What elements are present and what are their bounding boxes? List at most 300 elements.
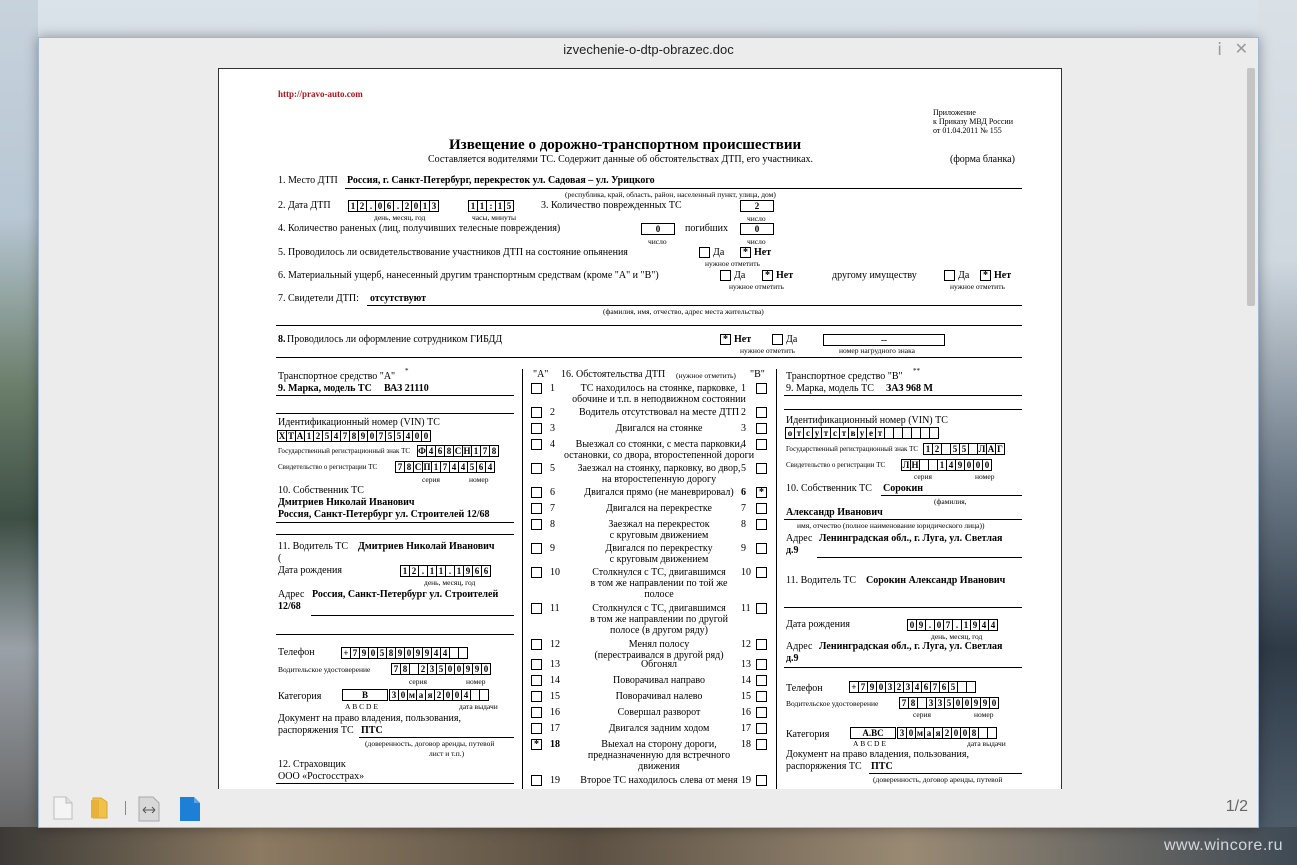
cell: 2 (894, 681, 904, 693)
circumstance-b-checkbox[interactable] (756, 707, 767, 718)
vehicle-a-dob-cells[interactable] (401, 565, 491, 577)
count-hint: число (648, 237, 667, 246)
cell: 7 (943, 619, 953, 631)
cell: Н (463, 446, 471, 456)
field-6-no-checkbox[interactable]: * (762, 270, 773, 281)
cell: 6 (939, 681, 949, 693)
circumstance-a-checkbox[interactable] (531, 543, 542, 554)
cell: 9 (980, 697, 990, 709)
circumstance-text: на второстепенную дорогу (601, 474, 717, 485)
title-bar (39, 38, 1258, 62)
circumstance-a-checkbox[interactable]: * (531, 739, 542, 750)
cell: 0 (960, 727, 970, 739)
watermark: www.wincore.ru (1163, 837, 1283, 854)
circumstance-text: Заезжал на стоянку, парковку, во двор, (577, 463, 741, 474)
circumstance-a-checkbox[interactable] (531, 639, 542, 650)
issue-date-hint: дата выдачи (967, 739, 1006, 748)
file-icon[interactable] (53, 796, 73, 820)
form-subtitle: Составляется водителями ТС. Содержит данные об обстоятельствах ДТП, его участниках. (428, 154, 814, 165)
vehicle-b-dob-cells[interactable] (908, 619, 998, 631)
cell: 1 (471, 445, 481, 457)
ownership-doc-label: Документ на право владения, пользования, (278, 713, 461, 724)
circumstance-number-b: 3 (741, 423, 746, 434)
cell: 0 (411, 200, 421, 212)
field-4-label: 4. Количество раненых (лиц, получивших телесные повреждения) (278, 223, 561, 234)
date-cells[interactable] (349, 200, 439, 212)
circumstance-b-checkbox[interactable] (756, 463, 767, 474)
document-page (218, 68, 1062, 790)
circumstances-title: 16. Обстоятельства ДТП (561, 369, 666, 380)
vehicle-a-vin-cells[interactable] (278, 430, 431, 442)
series-hint: серия (914, 472, 932, 481)
cell: 9 (395, 647, 405, 659)
close-icon[interactable]: ✕ (1234, 41, 1248, 58)
underline (345, 188, 1022, 189)
cell: 9 (463, 663, 473, 675)
cell: т (821, 427, 831, 439)
cell: 2 (942, 727, 952, 739)
cell: у (857, 427, 867, 439)
field-5-yes-checkbox[interactable] (699, 247, 710, 258)
category-label: Категория (278, 691, 322, 702)
vehicle-b-address: Ленинградская обл., г. Луга, ул. Светлая (819, 533, 1003, 544)
yes-label: Да (713, 247, 725, 258)
other-property-label: другому имуществу (832, 270, 917, 281)
appendix-line: от 01.04.2011 № 155 (933, 126, 1002, 135)
cell: 0 (368, 647, 378, 659)
insurer-value: ООО «Росгосстрах» (278, 771, 365, 782)
vehicle-b-phone-cells[interactable] (850, 681, 976, 693)
cell: 0 (964, 459, 974, 471)
vehicle-b-owner: Сорокин (883, 483, 924, 494)
circumstance-b-checkbox[interactable] (756, 503, 767, 514)
circumstance-number-a: 5 (550, 463, 555, 474)
circumstance-b-checkbox[interactable] (756, 639, 767, 650)
vehicle-b-license-cells[interactable] (900, 697, 999, 709)
cell: 0 (481, 663, 491, 675)
cell: 9 (359, 647, 369, 659)
vehicle-b-header: Транспортное средство "В" (786, 371, 903, 382)
cell: Ф (418, 446, 426, 456)
circumstance-text: Столкнулся с ТС, двигавшимся (592, 603, 726, 614)
vertical-scrollbar[interactable] (1247, 68, 1255, 306)
circumstance-number-b: 4 (741, 439, 746, 450)
cell: 8 (908, 697, 918, 709)
circumstance-text: Двигался по перекрестку (605, 543, 713, 554)
circumstance-number-a: 16 (550, 707, 560, 718)
circumstance-b-checkbox[interactable] (756, 659, 767, 670)
underline (276, 534, 514, 535)
circumstance-a-checkbox[interactable] (531, 407, 542, 418)
circumstance-text: в том же направлении по той же (590, 578, 728, 589)
vehicle-a-plate-label: Государственный регистрационный знак ТС (278, 447, 411, 455)
cell: 3 (427, 663, 437, 675)
phone-label: Телефон (786, 683, 823, 694)
circumstance-a-checkbox[interactable] (531, 463, 542, 474)
circumstance-number-a: 19 (550, 775, 560, 786)
no-label: Нет (776, 270, 794, 281)
series-hint: серия (409, 677, 427, 686)
field-2-label: 2. Дата ДТП (278, 200, 331, 211)
vehicle-a-phone-cells[interactable] (342, 647, 468, 659)
date-hint: день, месяц, год (374, 213, 426, 222)
cell: 3 (903, 681, 913, 693)
cell: 9 (970, 619, 980, 631)
cell: т (875, 427, 885, 439)
circumstance-b-checkbox[interactable] (756, 775, 767, 786)
cell: 5 (394, 430, 404, 442)
yes-label: Да (958, 270, 970, 281)
cell: 3 (429, 200, 439, 212)
dob-hint: день, месяц, год (424, 578, 476, 587)
cell: 6 (481, 565, 491, 577)
underline (869, 773, 1022, 774)
vehicle-a-plate-cells[interactable] (418, 445, 499, 457)
circumstance-b-checkbox[interactable] (756, 407, 767, 418)
cell: 1 (923, 443, 933, 455)
cell: Т (287, 431, 294, 441)
phone-label: Телефон (278, 647, 315, 658)
cell: 1 (348, 200, 358, 212)
cell: е (866, 427, 876, 439)
cell: 9 (358, 430, 368, 442)
cell: 1 (420, 200, 430, 212)
circumstance-b-checkbox[interactable] (756, 519, 767, 530)
column-a-header: "А" (533, 369, 549, 380)
underline (784, 395, 1022, 396)
underline (276, 783, 514, 784)
cell: 1 (304, 430, 314, 442)
cell: . (418, 565, 428, 577)
underline (359, 737, 514, 738)
vehicle-a-license-cells[interactable] (392, 663, 491, 675)
field-6-label: 6. Материальный ущерб, нанесенный другим транспортным средствам (кроме "А" и "В") (278, 270, 659, 281)
cell: 4 (431, 647, 441, 659)
circumstance-a-checkbox[interactable] (531, 519, 542, 530)
vehicle-b-address2-2: д.9 (786, 653, 799, 664)
cell: 0 (454, 663, 464, 675)
circumstance-b-checkbox[interactable] (756, 543, 767, 554)
vehicle-a-vin-label: Идентификационный номер (VIN) ТС (278, 417, 440, 428)
field-7-label: 7. Свидетели ДТП: (278, 293, 359, 304)
circumstance-b-checkbox[interactable] (756, 603, 767, 614)
vehicle-b-model: ЗАЗ 968 М (886, 383, 933, 394)
count-hint: число (747, 237, 766, 246)
cell: 7 (376, 430, 386, 442)
circumstance-a-checkbox[interactable] (531, 383, 542, 394)
vehicle-a-header: Транспортное средство "А" (278, 371, 396, 382)
circumstance-text: полосе (644, 589, 674, 600)
toolbar-divider (125, 801, 126, 815)
cell (929, 427, 939, 439)
circumstance-text: Поворачивал налево (615, 691, 703, 702)
cell: 0 (876, 681, 886, 693)
damaged-vehicles-count[interactable]: 2 (740, 200, 774, 212)
cell: 0 (906, 727, 916, 739)
cell: у (812, 427, 822, 439)
circumstance-text: Водитель отсутствовал на месте ДТП (578, 407, 740, 418)
cell: 0 (989, 697, 999, 709)
vehicle-b-address2: Ленинградская обл., г. Луга, ул. Светлая (819, 641, 1003, 652)
cell: 8 (969, 727, 979, 739)
injured-count[interactable]: 0 (641, 223, 675, 235)
cell: 2 (402, 200, 412, 212)
ownership-doc-hint-2: лист и т.п.) (429, 749, 465, 758)
cell: + (849, 681, 859, 693)
vehicle-b-model-label: 9. Марка, модель ТС (786, 383, 874, 394)
circumstance-number-b: 10 (741, 567, 751, 578)
dead-count[interactable]: 0 (740, 223, 774, 235)
field-8-num: 8. (278, 334, 286, 345)
circumstance-text: с круговым движением (609, 530, 709, 541)
cell: 0 (398, 689, 408, 701)
cell: 1 (495, 200, 505, 212)
yes-label: Да (734, 270, 746, 281)
cell: С (414, 462, 422, 472)
convert-icon[interactable] (137, 796, 161, 822)
cell: 1 (454, 565, 464, 577)
circumstance-a-checkbox[interactable] (531, 775, 542, 786)
circumstance-b-checkbox[interactable] (756, 691, 767, 702)
cell: Н (911, 460, 919, 470)
cell: 8 (400, 663, 410, 675)
circumstance-number-a: 7 (550, 503, 555, 514)
vehicle-a-owner-address: Россия, Санкт-Петербург ул. Строителей 12/68 (278, 509, 490, 520)
badge-number-field[interactable]: -- (823, 334, 945, 346)
form-title: Извещение о дорожно-транспортном происшествии (449, 137, 802, 153)
cell (479, 689, 489, 701)
underline (276, 357, 1022, 358)
cell: 0 (907, 619, 917, 631)
circumstance-number-a: 4 (550, 439, 555, 450)
circumstance-b-checkbox[interactable] (756, 423, 767, 434)
circumstance-number-a: 13 (550, 659, 560, 670)
underline (276, 634, 514, 635)
cell: м (408, 690, 416, 700)
circumstance-text: Двигался прямо (не маневрировал) (584, 487, 734, 498)
info-icon[interactable]: ⅰ (1217, 40, 1222, 59)
field-1-hint: (республика, край, область, район, населенный пункт, улица, дом) (565, 190, 776, 199)
cell: 4 (449, 461, 459, 473)
circumstance-number-b: 8 (741, 519, 746, 530)
address-label: Адрес (786, 533, 813, 544)
vehicle-a-reg-cells[interactable] (396, 461, 495, 473)
circumstance-text: (перестраивался в другой ряд) (594, 650, 724, 661)
category-label: Категория (786, 729, 830, 740)
circumstance-a-checkbox[interactable] (531, 487, 542, 498)
cell: 3 (935, 697, 945, 709)
cell: в (848, 427, 858, 439)
circumstance-b-checkbox[interactable] (756, 567, 767, 578)
cell: 8 (444, 445, 454, 457)
vehicle-b-vin-cells[interactable] (786, 427, 939, 439)
cell: + (341, 647, 351, 659)
cell: 0 (953, 697, 963, 709)
folder-icon[interactable] (89, 796, 109, 820)
number-hint: номер (466, 677, 486, 686)
underline (276, 522, 514, 523)
mark-hint: нужное отметить (729, 282, 784, 291)
cell: 6 (435, 445, 445, 457)
circumstance-number-a: 9 (550, 543, 555, 554)
underline (784, 667, 1022, 668)
cell: 1 (400, 565, 410, 577)
document-viewport[interactable] (39, 62, 1258, 790)
field-8-yes-checkbox[interactable]: * (720, 334, 731, 345)
vehicle-a-ownership-doc: ПТС (361, 725, 383, 736)
cell: 1 (937, 459, 947, 471)
time-cells[interactable] (469, 200, 514, 212)
vehicle-b-issue-date-cells[interactable] (898, 727, 997, 739)
vehicle-b-plate-label: Государственный регистрационный знак ТС (786, 445, 919, 453)
no-label: Нет (734, 334, 752, 345)
circumstance-b-checkbox[interactable]: * (756, 487, 767, 498)
cell: 9 (472, 663, 482, 675)
cell: 7 (480, 445, 490, 457)
underline (784, 409, 1022, 410)
circumstance-text: предназначенную для встречного (587, 750, 731, 761)
circumstance-number-b: 13 (741, 659, 751, 670)
field-8-no-checkbox[interactable] (772, 334, 783, 345)
vehicle-b-category[interactable]: А.ВС (850, 727, 896, 739)
vehicle-a-driver-label: 11. Водитель ТС (278, 541, 349, 552)
circumstance-text: Второе ТС находилось слева от меня (580, 775, 738, 786)
field-5-no-checkbox[interactable]: * (740, 247, 751, 258)
vehicle-b-owner-label: 10. Собственник ТС (786, 483, 872, 494)
circumstance-a-checkbox[interactable] (531, 503, 542, 514)
word-doc-icon[interactable] (179, 796, 201, 822)
cell: 1 (468, 200, 478, 212)
underline (784, 519, 1022, 520)
circumstance-a-checkbox[interactable] (531, 691, 542, 702)
circumstance-text: Обгонял (640, 659, 678, 670)
cell: С (454, 446, 462, 456)
vehicle-b-driver: Сорокин Александр Иванович (866, 575, 1006, 586)
cell: 0 (934, 619, 944, 631)
circumstance-b-checkbox[interactable] (756, 723, 767, 734)
circumstance-text: полосе (в другом ряду) (610, 625, 708, 636)
category-letters: А В С D Е (345, 702, 378, 711)
circumstance-a-checkbox[interactable] (531, 439, 542, 450)
underline (311, 615, 514, 616)
cell: 2 (434, 689, 444, 701)
form-note: (форма бланка) (950, 154, 1015, 165)
cell: . (366, 200, 376, 212)
ownership-doc-label: Документ на право владения, пользования, (786, 749, 969, 760)
page-indicator: 1/2 (1225, 798, 1248, 815)
footnote-star: ** (913, 367, 920, 375)
cell: 5 (504, 200, 514, 212)
circumstance-number-a: 8 (550, 519, 555, 530)
circumstance-number-a: 15 (550, 691, 560, 702)
count-hint: число (747, 214, 766, 223)
viewer-window (38, 37, 1259, 828)
mark-hint: нужное отметить (705, 259, 760, 268)
footnote-star: * (405, 367, 409, 375)
vehicle-a-category[interactable]: В (342, 689, 388, 701)
cell: 6 (921, 681, 931, 693)
cell: 7 (858, 681, 868, 693)
other-no-checkbox[interactable]: * (980, 270, 991, 281)
circumstance-number-b: 11 (741, 603, 751, 614)
cell: А (987, 444, 995, 454)
cell: 2 (357, 200, 367, 212)
circumstance-b-checkbox[interactable] (756, 739, 767, 750)
field-6-yes-checkbox[interactable] (720, 270, 731, 281)
number-hint: номер (469, 475, 489, 484)
cell: 0 (375, 200, 385, 212)
cell: 5 (948, 681, 958, 693)
site-link: http://pravo-auto.com (278, 89, 363, 99)
cell: 9 (422, 647, 432, 659)
other-yes-checkbox[interactable] (944, 270, 955, 281)
cell: . (952, 619, 962, 631)
underline (276, 395, 514, 396)
circumstance-text: Двигался задним ходом (608, 723, 710, 734)
circumstance-number-b: 1 (741, 383, 746, 394)
paren: ( (278, 553, 282, 564)
column-b-header: "В" (750, 369, 765, 380)
cell: т (794, 427, 804, 439)
circumstance-a-checkbox[interactable] (531, 603, 542, 614)
cell: 7 (350, 647, 360, 659)
circumstance-number-b: 12 (741, 639, 751, 650)
circumstance-number-a: 3 (550, 423, 555, 434)
circumstance-b-checkbox[interactable] (756, 439, 767, 450)
cell: 1 (477, 200, 487, 212)
issue-date-hint: дата выдачи (459, 702, 498, 711)
circumstance-b-checkbox[interactable] (756, 675, 767, 686)
cell: 8 (489, 445, 499, 457)
vehicle-b-plate-cells[interactable] (924, 443, 1005, 455)
field-5-label: 5. Проводилось ли освидетельствование участников ДТП на состояние опьянения (278, 247, 628, 258)
cell: . (393, 200, 403, 212)
cell: 3 (885, 681, 895, 693)
circumstance-a-checkbox[interactable] (531, 675, 542, 686)
cell: . (445, 565, 455, 577)
cell: : (486, 200, 496, 212)
dead-label: погибших (685, 223, 728, 234)
circumstance-number-b: 16 (741, 707, 751, 718)
circumstance-b-checkbox[interactable] (756, 383, 767, 394)
cell: Г (995, 443, 1005, 455)
field-3-label: 3. Количество поврежденных ТС (541, 200, 682, 211)
badge-hint: номер нагрудного знака (839, 346, 915, 355)
circumstance-text: остановки, со двора, второстепенной дороги (563, 450, 755, 461)
cell: 0 (951, 727, 961, 739)
circumstance-a-checkbox[interactable] (531, 567, 542, 578)
circumstance-a-checkbox[interactable] (531, 659, 542, 670)
cell: 0 (421, 430, 431, 442)
yes-label: Да (786, 334, 798, 345)
circumstance-a-checkbox[interactable] (531, 423, 542, 434)
cell (458, 647, 468, 659)
circumstance-a-checkbox[interactable] (531, 723, 542, 734)
cell: а (416, 689, 426, 701)
cell: 4 (331, 430, 341, 442)
cell: 3 (389, 689, 399, 701)
field-7-hint: (фамилия, имя, отчество, адрес места жительства) (603, 307, 764, 316)
vehicle-a-issue-date-cells[interactable] (390, 689, 489, 701)
circumstance-a-checkbox[interactable] (531, 707, 542, 718)
series-hint: серия (422, 475, 440, 484)
window-title: izvechenie-o-dtp-obrazec.doc (563, 42, 734, 57)
insurer-label: 12. Страховщик (278, 759, 346, 770)
mark-hint: нужное отметить (950, 282, 1005, 291)
vehicle-b-reg-cells[interactable] (902, 459, 992, 471)
field-8-label: Проводилось ли оформление сотрудником ГИБДД (287, 334, 503, 345)
circumstance-number-a: 11 (550, 603, 560, 614)
